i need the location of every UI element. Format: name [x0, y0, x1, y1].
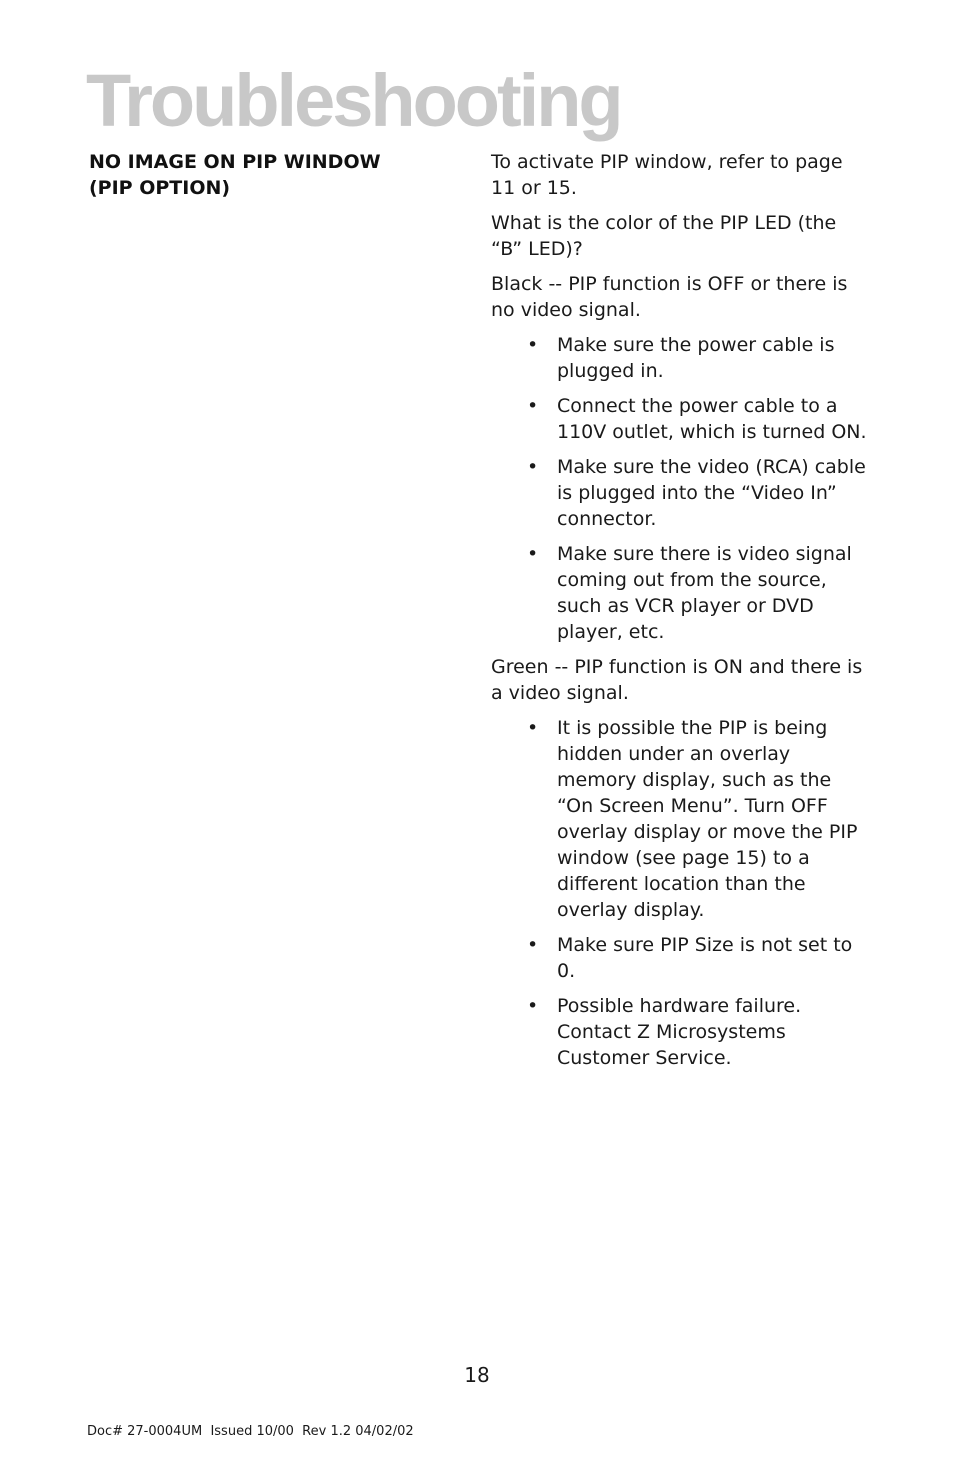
list-item: • Make sure there is video signal coming out from the source, such as VCR player or DVD player, etc.: [491, 541, 871, 645]
section-content: [491, 149, 871, 1080]
list-item: • Possible hardware failure. Contact Z Microsystems Customer Service.: [491, 993, 871, 1071]
page-title: Troubleshooting: [86, 58, 621, 142]
list-item: • It is possible the PIP is being hidden under an overlay memory display, such as the “On Screen Menu”. Turn OFF overlay display or move the PIP window (see page 15) to a different location than the overlay display.: [491, 715, 871, 923]
section-heading: [89, 149, 429, 201]
list-item: • Make sure the power cable is plugged in.: [491, 332, 871, 384]
green-led-list: [491, 715, 871, 1071]
list-item: • Make sure PIP Size is not set to 0.: [491, 932, 871, 984]
black-led-paragraph: Black -- PIP function is OFF or there is no video signal.: [491, 273, 848, 321]
list-item: • Make sure the video (RCA) cable is plugged into the “Video In” connector.: [491, 454, 871, 532]
list-item: • Connect the power cable to a 110V outlet, which is turned ON.: [491, 393, 871, 445]
intro-paragraph: To activate PIP window, refer to page 11 or 15.: [491, 151, 843, 199]
question-paragraph: What is the color of the PIP LED (the “B” LED)?: [491, 212, 837, 260]
black-led-list: [491, 332, 871, 645]
green-led-paragraph: Green -- PIP function is ON and there is a video signal.: [491, 656, 863, 704]
document-reference: Doc# 27-0004UM Issued 10/00 Rev 1.2 04/02/02: [87, 1424, 414, 1439]
section-heading-line: (PIP OPTION): [89, 177, 231, 199]
section-heading-line: NO IMAGE ON PIP WINDOW: [89, 151, 381, 173]
page-number: 18: [464, 1363, 490, 1387]
